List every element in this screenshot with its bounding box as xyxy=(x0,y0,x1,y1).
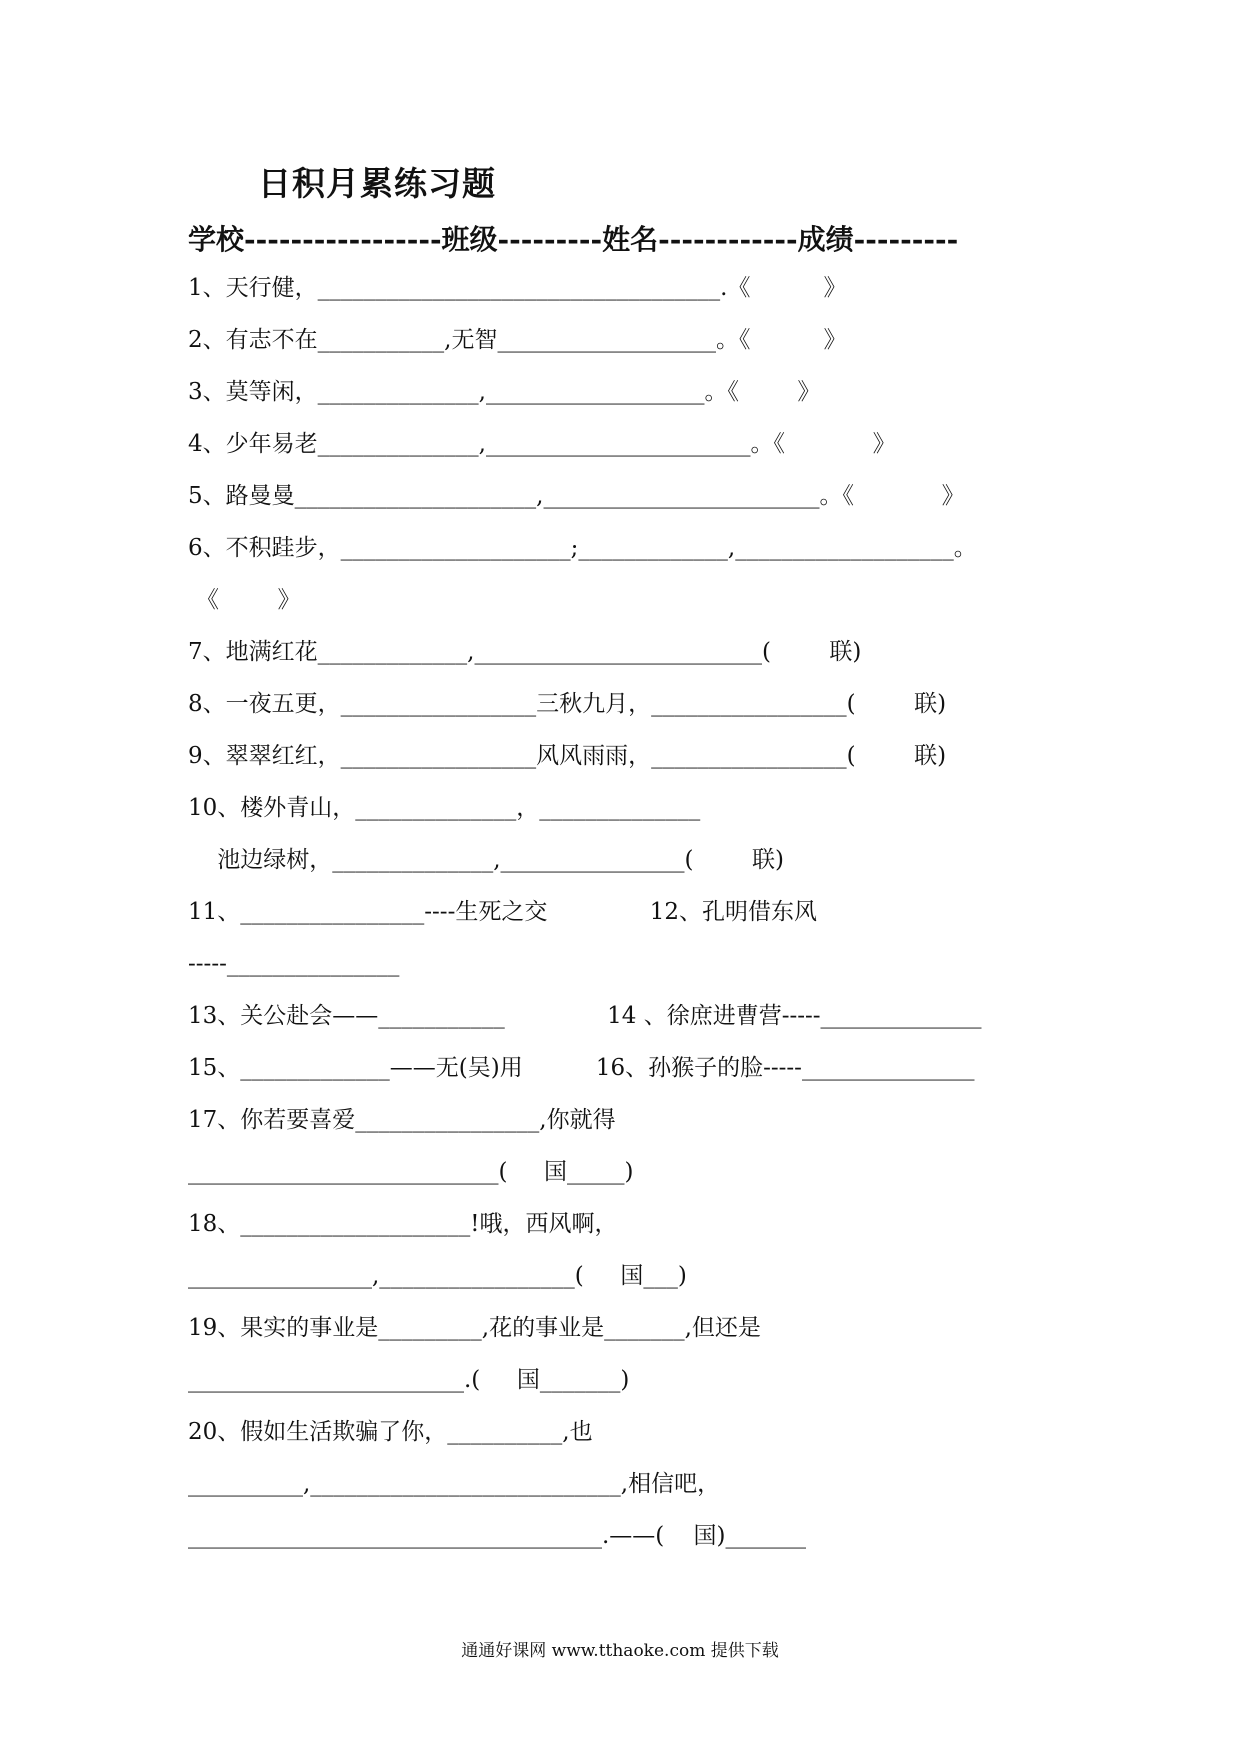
exercise-line: 5、路曼曼_____________________,________________________。《 》 xyxy=(188,483,965,509)
exercise-line: 8、一夜五更，_________________三秋九月，_________________( 联) xyxy=(188,691,947,717)
exercise-line: 20、假如生活欺骗了你，__________,也 xyxy=(188,1419,593,1445)
exercise-line: 11、________________----生死之交 12、孔明借东风 xyxy=(188,899,817,925)
student-info-line: 学校-----------------班级---------姓名------------成绩--------- xyxy=(188,223,959,256)
exercise-line: -----_______________ xyxy=(188,951,400,977)
exercise-line: 4、少年易老______________,_______________________。《 》 xyxy=(188,431,896,457)
exercise-line: 池边绿树，______________,________________( 联) xyxy=(188,847,784,873)
exercise-line: ________________,_________________( 国___) xyxy=(188,1263,687,1289)
exercise-line: 17、你若要喜爱________________,你就得 xyxy=(188,1107,616,1133)
exercise-line: 18、____________________!哦，西风啊， xyxy=(188,1211,618,1237)
exercise-line: 2、有志不在___________,无智___________________。《 》 xyxy=(188,327,847,353)
exercise-line: 10、楼外青山，______________，______________ xyxy=(188,795,701,821)
exercise-line: ____________________________________.——( 国)_______ xyxy=(188,1523,807,1549)
exercise-line: 19、果实的事业是_________,花的事业是_______,但还是 xyxy=(188,1315,761,1341)
exercise-line: 《 》 xyxy=(196,587,301,613)
exercise-line: 15、_____________——无(吴)用 16、孙猴子的脸-----_______________ xyxy=(188,1055,975,1081)
exercise-line: 3、莫等闲，______________,___________________。《 》 xyxy=(188,379,821,405)
exercise-line: ________________________.( 国_______) xyxy=(188,1367,630,1393)
page-title: 日积月累练习题 xyxy=(258,164,496,203)
exercise-line: 9、翠翠红红，_________________风风雨雨，_________________( 联) xyxy=(188,743,947,769)
exercise-line: 1、天行健，___________________________________.《 》 xyxy=(188,275,847,301)
exercise-line: 6、不积跬步，____________________;_____________,___________________。 xyxy=(188,535,977,561)
exercise-line: __________,___________________________,相信吧， xyxy=(188,1471,721,1497)
exercise-line: ___________________________( 国_____) xyxy=(188,1159,634,1185)
exercise-line: 7、地满红花_____________,_________________________( 联) xyxy=(188,639,862,665)
exercise-line: 13、关公赴会——___________ 14 、徐庶进曹营-----______________ xyxy=(188,1003,982,1029)
page-footer: 通通好课网 www.tthaoke.com 提供下载 xyxy=(461,1641,779,1661)
